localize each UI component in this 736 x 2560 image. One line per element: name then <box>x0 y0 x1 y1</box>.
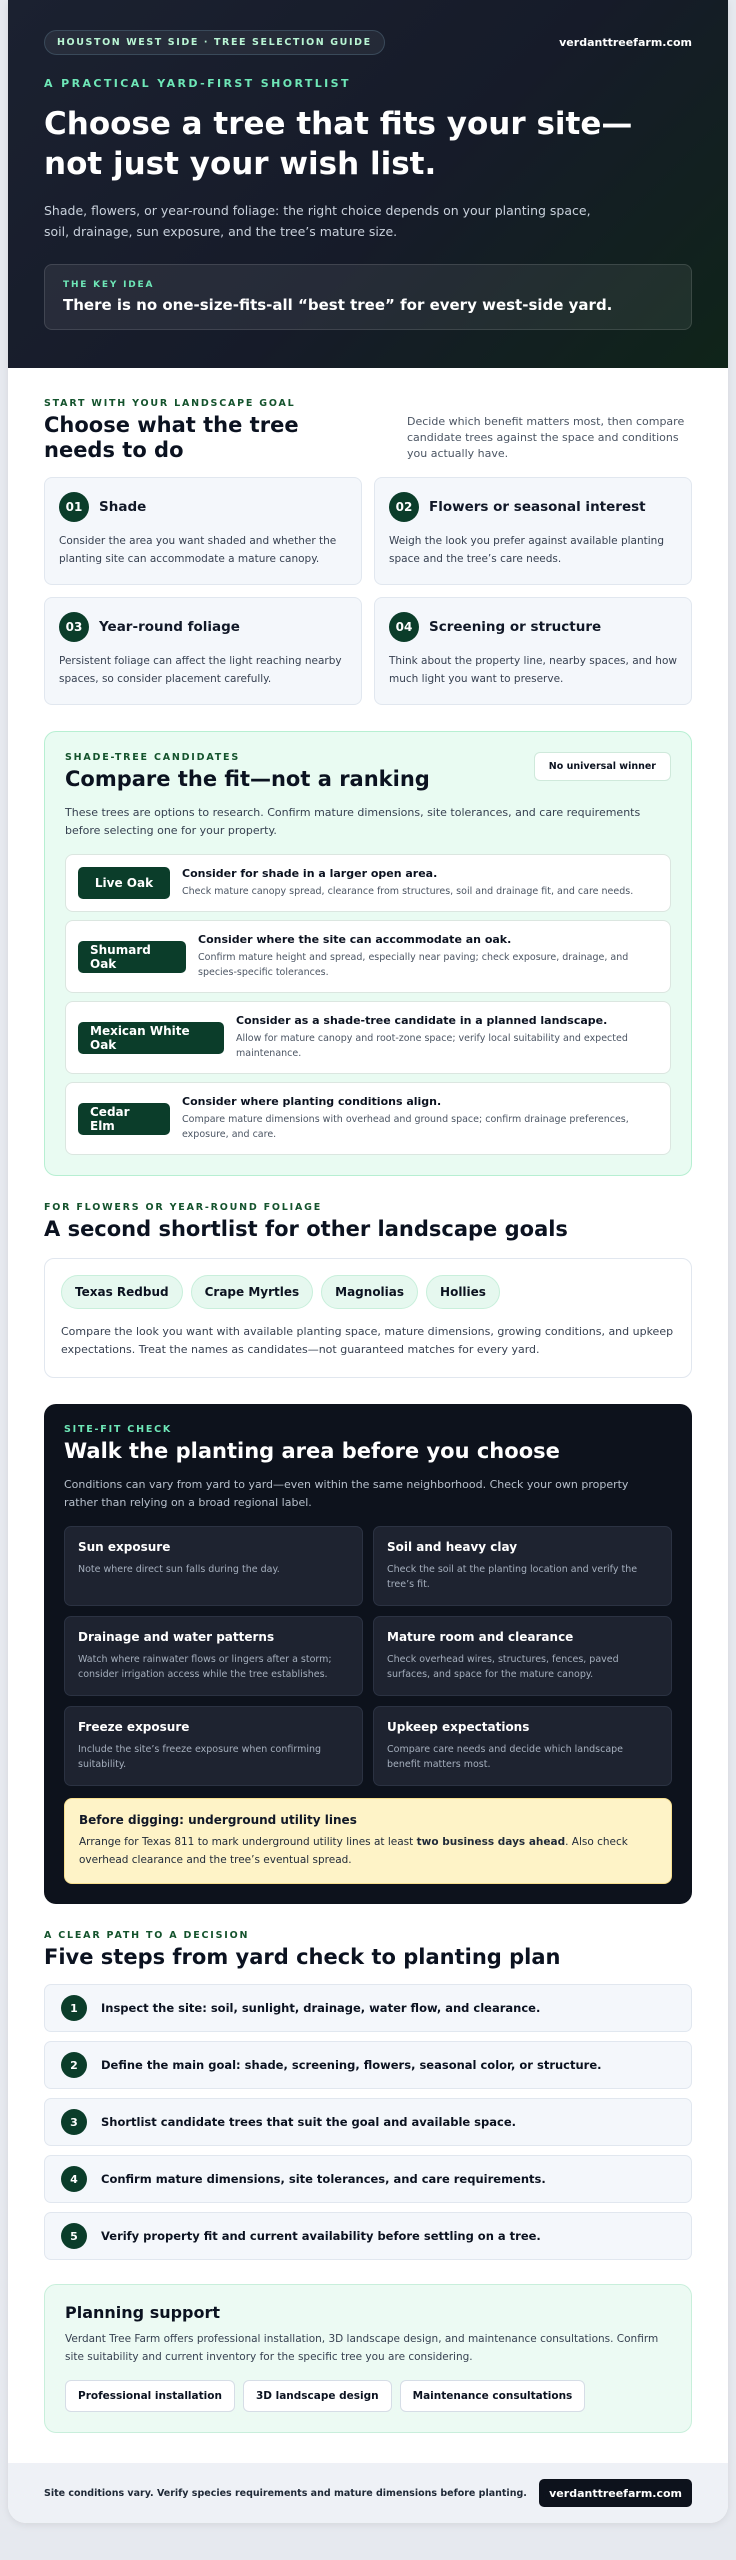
site-card-title: Soil and heavy clay <box>387 1540 518 1554</box>
goal-grid <box>44 477 692 705</box>
shade-candidates-section <box>44 731 692 1176</box>
step-number-badge: 5 <box>61 2223 87 2249</box>
tree-row-title: Consider as a shade-tree candidate in a planned landscape. <box>236 1014 608 1027</box>
goal-card-screening <box>374 597 692 705</box>
utility-warning-text: Arrange for Texas 811 to mark underground utility lines at least two business days ahead. Also check overhead clearance and the tree’s eventual spread. <box>79 1836 628 1866</box>
chip-crape-myrtles: Crape Myrtles <box>191 1275 314 1309</box>
site-card-description: Include the site’s freeze exposure when confirming suitability. <box>78 1744 322 1770</box>
site-card-title: Sun exposure <box>78 1540 171 1554</box>
goals-title: Choose what the tree needs to do <box>44 413 299 462</box>
goal-card-flowers <box>374 477 692 585</box>
tree-row-title: Consider for shade in a larger open area. <box>182 867 438 880</box>
goals-eyebrow: START WITH YOUR LANDSCAPE GOAL <box>44 398 296 409</box>
tree-row-cedar-elm <box>65 1082 671 1155</box>
shortlist-card <box>44 1258 692 1378</box>
tree-name-tag: Live Oak <box>78 867 170 899</box>
site-card-freeze <box>64 1706 363 1786</box>
step-text: Shortlist candidate trees that suit the goal and available space. <box>101 2115 517 2129</box>
installation-button[interactable]: Professional installation <box>65 2380 235 2412</box>
step-number-badge: 3 <box>61 2109 87 2135</box>
chip-hollies: Hollies <box>426 1275 500 1309</box>
goals-section <box>44 368 692 705</box>
hero-subtitle: Shade, flowers, or year-round foliage: the right choice depends on your planting space, soil, drainage, sun exposure, and the tree’s mature size. <box>44 203 591 239</box>
site-eyebrow: SITE-FIT CHECK <box>64 1424 173 1435</box>
site-subtitle: Conditions can vary from yard to yard—even within the same neighborhood. Check your own property rather than relying on a broad regional label. <box>64 1478 629 1509</box>
hero-top-bar <box>44 30 692 55</box>
hero-title: Choose a tree that fits your site—not just your wish list. <box>44 106 633 182</box>
second-eyebrow: FOR FLOWERS OR YEAR-ROUND FOLIAGE <box>44 1202 323 1213</box>
goal-number-badge: 01 <box>59 492 89 522</box>
goal-title: Shade <box>99 499 147 515</box>
step-item <box>44 2212 692 2260</box>
utility-warning-title: Before digging: underground utility lines <box>79 1813 357 1827</box>
site-card-description: Check overhead wires, structures, fences, paved surfaces, and space for the mature canopy. <box>387 1654 619 1680</box>
goal-description: Weigh the look you prefer against available planting space and the tree’s care needs. <box>389 535 664 565</box>
footer-site-button[interactable]: verdanttreefarm.com <box>539 2479 692 2507</box>
goal-card-shade <box>44 477 362 585</box>
chip-magnolias: Magnolias <box>321 1275 418 1309</box>
tree-name-tag: Mexican White Oak <box>78 1022 224 1054</box>
chip-texas-redbud: Texas Redbud <box>61 1275 183 1309</box>
tree-chips <box>61 1275 675 1309</box>
step-item <box>44 2098 692 2146</box>
site-card-title: Drainage and water patterns <box>78 1630 275 1644</box>
tree-row-shumard-oak <box>65 920 671 993</box>
key-idea-label: THE KEY IDEA <box>63 280 155 290</box>
maintenance-button[interactable]: Maintenance consultations <box>400 2380 586 2412</box>
page <box>8 0 728 2523</box>
goal-number-badge: 02 <box>389 492 419 522</box>
site-card-description: Note where direct sun falls during the day. <box>78 1564 280 1575</box>
goal-description: Think about the property line, nearby spaces, and how much light you want to preserve. <box>389 655 677 685</box>
site-check-grid <box>64 1526 672 1786</box>
key-idea-box <box>44 264 692 330</box>
site-card-upkeep <box>373 1706 672 1786</box>
tree-name-tag: Cedar Elm <box>78 1103 170 1135</box>
tree-row-live-oak <box>65 854 671 912</box>
second-title: A second shortlist for other landscape goals <box>44 1217 568 1241</box>
site-domain-link[interactable]: verdanttreefarm.com <box>559 36 692 49</box>
step-item <box>44 2041 692 2089</box>
steps-section <box>44 1930 692 2260</box>
tree-row-mexican-white-oak <box>65 1001 671 1074</box>
shortlist-description: Compare the look you want with available planting space, mature dimensions, growing conditions, and upkeep expectations. Treat the names as candidates—not guaranteed matches for every yard. <box>61 1325 674 1356</box>
site-card-soil <box>373 1526 672 1606</box>
step-number-badge: 4 <box>61 2166 87 2192</box>
steps-title: Five steps from yard check to planting plan <box>44 1945 561 1969</box>
step-text: Confirm mature dimensions, site tolerances, and care requirements. <box>101 2172 546 2186</box>
planning-support-section <box>44 2284 692 2433</box>
site-card-title: Upkeep expectations <box>387 1720 530 1734</box>
landscape-design-button[interactable]: 3D landscape design <box>243 2380 392 2412</box>
planning-description: Verdant Tree Farm offers professional installation, 3D landscape design, and maintenance consultations. Confirm site suitability and current inventory for the specific tree you are considering. <box>65 2333 659 2363</box>
tree-row-description: Compare mature dimensions with overhead and ground space; confirm drainage preferences, exposure, and care. <box>182 1114 629 1140</box>
site-card-drainage <box>64 1616 363 1696</box>
shade-title: Compare the fit—not a ranking <box>65 767 430 791</box>
step-text: Inspect the site: soil, sunlight, drainage, water flow, and clearance. <box>101 2001 541 2015</box>
site-card-description: Compare care needs and decide which landscape benefit matters most. <box>387 1744 624 1770</box>
goal-card-year-round <box>44 597 362 705</box>
guide-pill: HOUSTON WEST SIDE · TREE SELECTION GUIDE <box>44 30 385 55</box>
steps-eyebrow: A CLEAR PATH TO A DECISION <box>44 1930 250 1941</box>
site-card-sun <box>64 1526 363 1606</box>
goal-description: Persistent foliage can affect the light reaching nearby spaces, so consider placement carefully. <box>59 655 342 685</box>
step-item <box>44 1984 692 2032</box>
planning-title: Planning support <box>65 2303 221 2322</box>
hero-section <box>8 0 728 368</box>
utility-deadline: two business days ahead <box>416 1836 566 1848</box>
site-card-title: Mature room and clearance <box>387 1630 574 1644</box>
tree-row-title: Consider where planting conditions align. <box>182 1095 442 1108</box>
step-text: Define the main goal: shade, screening, flowers, seasonal color, or structure. <box>101 2058 602 2072</box>
key-idea-text: There is no one-size-fits-all “best tree” for every west-side yard. <box>63 296 613 314</box>
tree-row-title: Consider where the site can accommodate an oak. <box>198 933 512 946</box>
second-shortlist-section <box>44 1202 692 1378</box>
hero-eyebrow: A PRACTICAL YARD-FIRST SHORTLIST <box>44 77 351 90</box>
step-number-badge: 1 <box>61 1995 87 2021</box>
site-fit-section <box>44 1404 692 1904</box>
step-item <box>44 2155 692 2203</box>
goal-title: Year-round foliage <box>99 619 240 635</box>
tree-row-description: Check mature canopy spread, clearance from structures, soil and drainage fit, and care needs. <box>182 886 634 897</box>
goals-aside: Decide which benefit matters most, then compare candidate trees against the space and conditions you actually have. <box>407 415 685 460</box>
step-number-badge: 2 <box>61 2052 87 2078</box>
shade-subtitle: These trees are options to research. Confirm mature dimensions, site tolerances, and care requirements before selecting one for your property. <box>65 806 641 837</box>
tree-row-description: Confirm mature height and spread, especially near paving; check exposure, drainage, and species-specific tolerances. <box>198 952 629 978</box>
utility-warning-box <box>64 1798 672 1884</box>
step-text: Verify property fit and current availability before settling on a tree. <box>101 2229 541 2243</box>
site-card-description: Check the soil at the planting location and verify the tree’s fit. <box>387 1564 638 1590</box>
footer <box>8 2463 728 2523</box>
service-buttons <box>65 2380 671 2412</box>
site-card-clearance <box>373 1616 672 1696</box>
shade-eyebrow: SHADE-TREE CANDIDATES <box>65 752 240 763</box>
goal-number-badge: 03 <box>59 612 89 642</box>
goal-description: Consider the area you want shaded and whether the planting site can accommodate a mature canopy. <box>59 535 337 565</box>
site-card-description: Watch where rainwater flows or lingers after a storm; consider irrigation access while the tree establishes. <box>78 1654 332 1680</box>
tree-row-description: Allow for mature canopy and root-zone space; verify local suitability and expected maintenance. <box>236 1033 628 1059</box>
goal-title: Screening or structure <box>429 619 602 635</box>
tree-name-tag: Shumard Oak <box>78 941 186 973</box>
no-winner-badge: No universal winner <box>534 752 671 781</box>
site-card-title: Freeze exposure <box>78 1720 190 1734</box>
goal-number-badge: 04 <box>389 612 419 642</box>
goal-title: Flowers or seasonal interest <box>429 499 646 515</box>
site-title: Walk the planting area before you choose <box>64 1439 560 1463</box>
footer-disclaimer: Site conditions vary. Verify species requirements and mature dimensions before planting. <box>44 2487 527 2499</box>
